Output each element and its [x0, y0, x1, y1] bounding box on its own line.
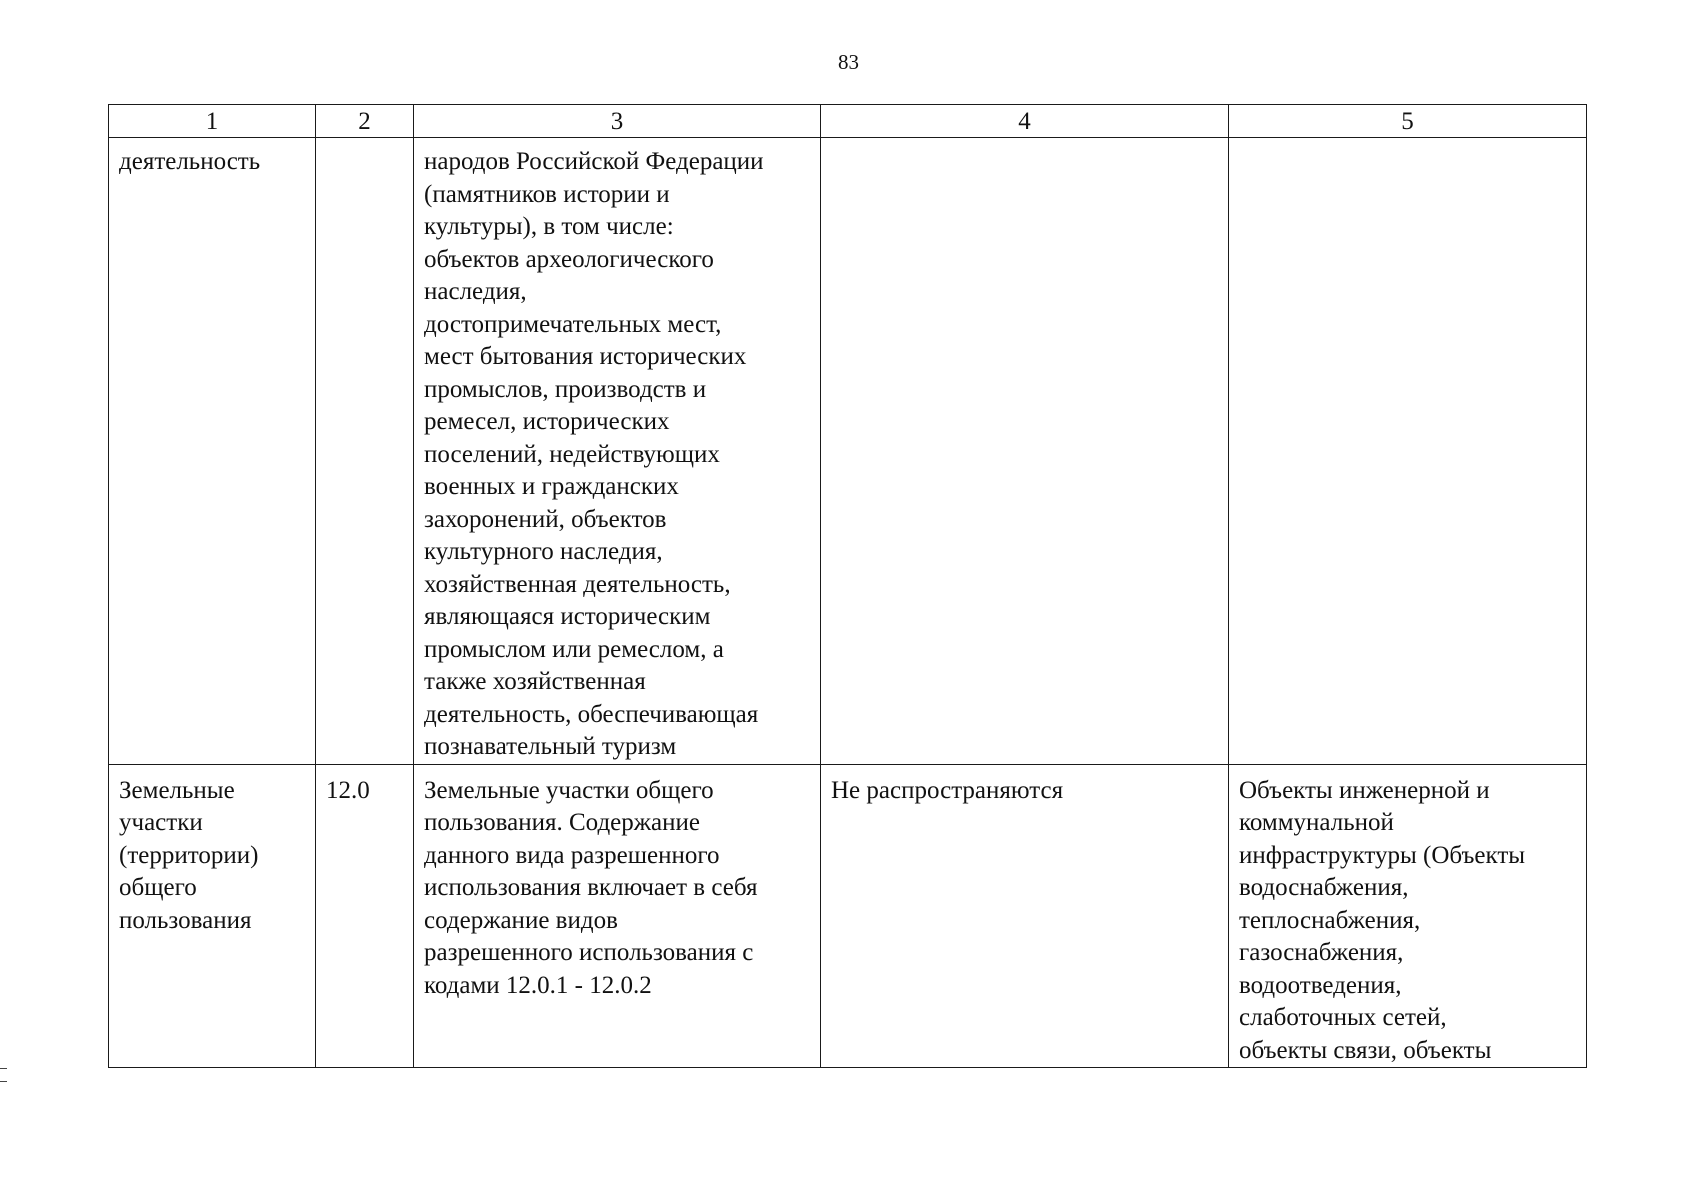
column-5-cell	[1229, 764, 1587, 1068]
page-number: 83	[838, 50, 859, 74]
table-row	[109, 138, 1587, 765]
use-description-cell	[414, 764, 821, 1068]
table-row	[109, 764, 1587, 1068]
use-description-text: Земельные участки общего пользования. Содержание данного вида разрешенного использования включает в себя содержание видов разрешенного использования с кодами 12.0.1 - 12.0.2	[424, 776, 758, 999]
column-5-cell	[1229, 138, 1587, 765]
use-description-cell	[414, 138, 821, 765]
column-4-text: Не распространяются	[831, 776, 1064, 804]
column-header-3: 3	[414, 105, 821, 138]
use-name-text: Земельные участки (территории) общего пользования	[119, 776, 259, 934]
use-code-cell	[316, 764, 414, 1068]
page-edge-mark	[0, 1068, 7, 1082]
use-name-text: деятельность	[119, 148, 261, 175]
column-4-cell	[821, 764, 1229, 1068]
column-header-2: 2	[316, 105, 414, 138]
use-description-text: народов Российской Федерации (памятников истории и культуры), в том числе: объектов археологического наследия, достопримечательных мест, мест бытования исторических промыслов, производств и ремесел, исторических поселений, недействующих военных и гражданских захоронений, объектов культурного наследия, хозяйственная деятельность, являющаяся историческим промыслом или ремеслом, а также хозяйственная деятельность, обеспечивающая познавательный туризм	[424, 148, 764, 760]
use-name-cell	[109, 138, 316, 765]
use-code-text: 12.0	[326, 776, 370, 804]
use-code-cell	[316, 138, 414, 765]
column-header-1: 1	[109, 105, 316, 138]
column-4-cell	[821, 138, 1229, 765]
column-5-text: Объекты инженерной и коммунальной инфраструктуры (Объекты водоснабжения, теплоснабжения, газоснабжения, водоотведения, слаботочных сетей, объекты связи, объекты	[1239, 776, 1526, 1064]
table-header-row	[109, 105, 1587, 138]
column-header-4: 4	[821, 105, 1229, 138]
use-name-cell	[109, 764, 316, 1068]
zoning-table	[108, 104, 1587, 1068]
column-header-5: 5	[1229, 105, 1587, 138]
